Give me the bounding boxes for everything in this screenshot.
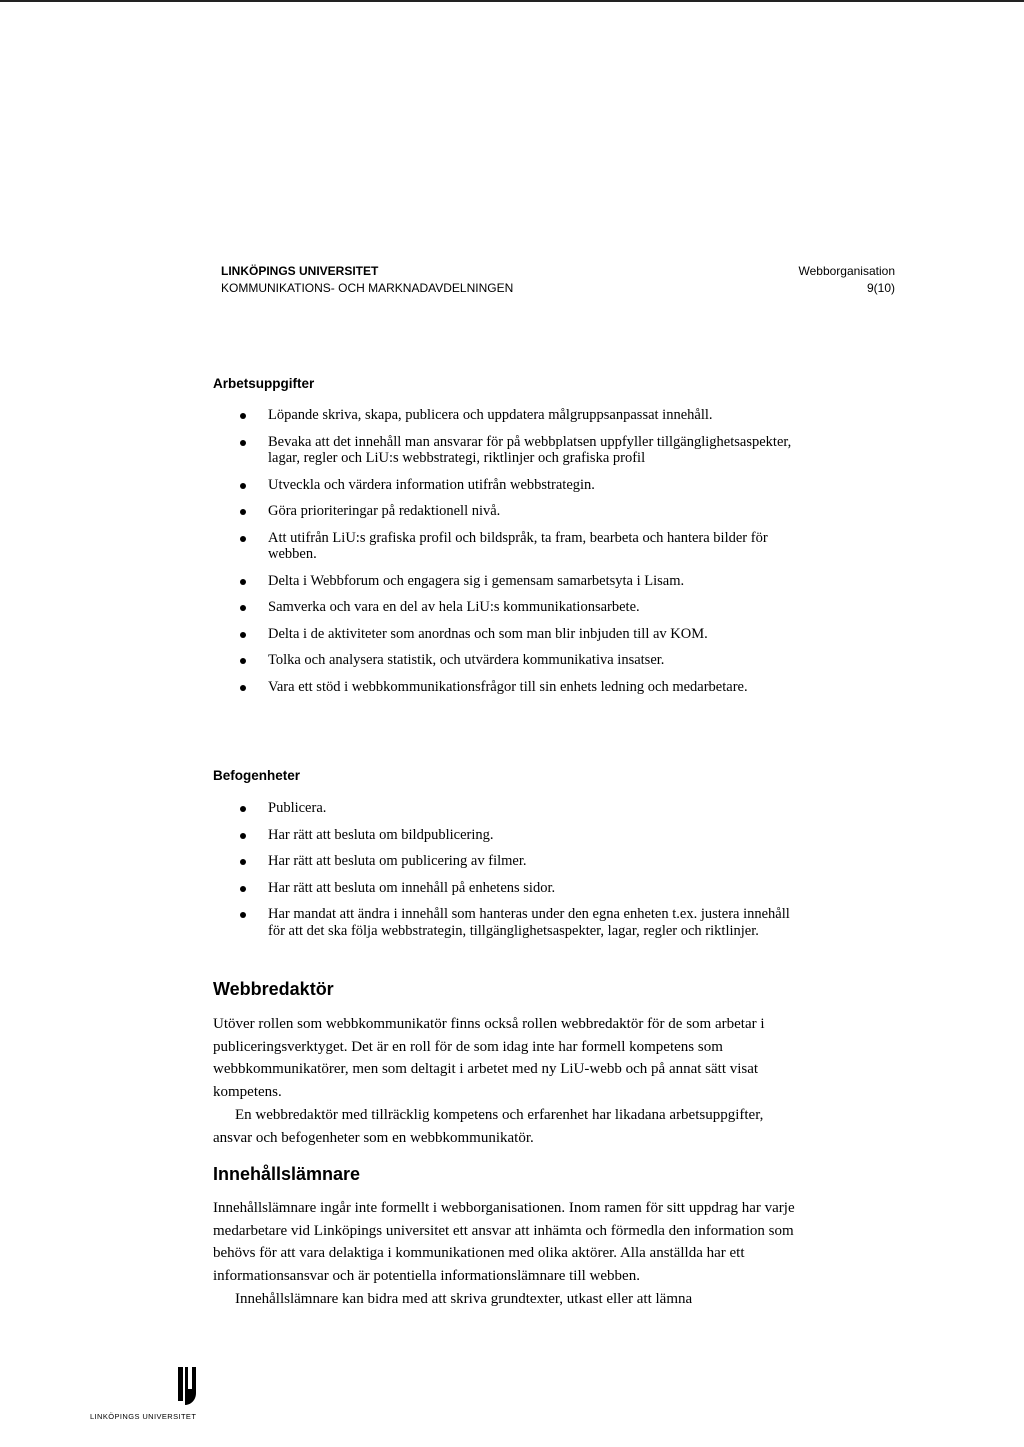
list-item: Har rätt att besluta om innehåll på enhetens sidor. bbox=[213, 880, 793, 897]
list-item: Har rätt att besluta om publicering av filmer. bbox=[213, 853, 793, 870]
list-item: Vara ett stöd i webbkommunikationsfrågor till sin enhets ledning och medarbetare. bbox=[213, 679, 793, 696]
liu-logo-mark-icon bbox=[176, 1367, 198, 1409]
innehallslamnare-paragraph-1: Innehållslämnare ingår inte formellt i webborganisationen. Inom ramen för sitt uppdrag har varje medarbetare vid Linköpings universitet ett ansvar att inhämta och förmedla den information som behövs för att vara delaktiga i kommunikationen med olika aktörer. Alla anställda har ett informationsansvar och är potentiella informationslämnare till webben. bbox=[213, 1200, 795, 1285]
arbetsuppgifter-list bbox=[213, 407, 793, 705]
befogenheter-list bbox=[213, 800, 793, 949]
innehallslamnare-paragraph-2: Innehållslämnare kan bidra med att skriva grundtexter, utkast eller att lämna bbox=[235, 1290, 693, 1307]
list-item: Delta i Webbforum och engagera sig i gemensam samarbetsyta i Lisam. bbox=[213, 573, 793, 590]
header-doc-title: Webborganisation bbox=[798, 264, 895, 278]
heading-arbetsuppgifter: Arbetsuppgifter bbox=[213, 376, 315, 391]
list-item: Tolka och analysera statistik, och utvärdera kommunikativa insatser. bbox=[213, 652, 793, 669]
webbredaktor-text bbox=[213, 1013, 803, 1149]
header-page-number: 9(10) bbox=[866, 281, 895, 295]
heading-webbredaktor: Webbredaktör bbox=[213, 979, 334, 999]
list-item: Delta i de aktiviteter som anordnas och som man blir inbjuden till av KOM. bbox=[213, 626, 793, 643]
logo-text: LINKÖPINGS UNIVERSITET bbox=[90, 1412, 197, 1421]
header-left bbox=[221, 263, 513, 297]
innehallslamnare-text bbox=[213, 1197, 803, 1311]
heading-befogenheter: Befogenheter bbox=[213, 768, 301, 783]
list-item: Har mandat att ändra i innehåll som hanteras under den egna enheten t.ex. justera innehåll för att det ska följa webbstrategin, tillgänglighetsaspekter, lagar, regler och riktlinjer. bbox=[213, 906, 793, 939]
list-item: Publicera. bbox=[213, 800, 793, 817]
header-org: LINKÖPINGS UNIVERSITET bbox=[221, 264, 379, 278]
heading-innehallslamnare: Innehållslämnare bbox=[213, 1164, 361, 1184]
header-department: KOMMUNIKATIONS- OCH MARKNADAVDELNINGEN bbox=[221, 281, 514, 295]
webbredaktor-paragraph-1: Utöver rollen som webbkommunikatör finns också rollen webbredaktör för de som arbetar i publiceringsverktyget. Det är en roll för de som idag inte har formell kompetens som webbkommunikatörer, men som deltagit i arbetet med ny LiU-webb och på annat sätt visat kompetens. bbox=[213, 1016, 765, 1101]
list-item: Bevaka att det innehåll man ansvarar för på webbplatsen uppfyller tillgänglighetsaspekter, lagar, regler och LiU:s webbstrategi, riktlinjer och grafiska profil bbox=[213, 434, 793, 467]
header-right bbox=[798, 263, 895, 297]
list-item: Har rätt att besluta om bildpublicering. bbox=[213, 827, 793, 844]
list-item: Samverka och vara en del av hela LiU:s kommunikationsarbete. bbox=[213, 599, 793, 616]
list-item: Göra prioriteringar på redaktionell nivå. bbox=[213, 503, 793, 520]
webbredaktor-paragraph-2: En webbredaktör med tillräcklig kompetens och erfarenhet har likadana arbetsuppgifter, ansvar och befogenheter som en webbkommunikatör. bbox=[213, 1106, 764, 1146]
list-item: Utveckla och värdera information utifrån webbstrategin. bbox=[213, 477, 793, 494]
university-logo bbox=[90, 1367, 220, 1427]
list-item: Löpande skriva, skapa, publicera och uppdatera målgruppsanpassat innehåll. bbox=[213, 407, 793, 424]
list-item: Att utifrån LiU:s grafiska profil och bildspråk, ta fram, bearbeta och hantera bilder för webben. bbox=[213, 530, 793, 563]
